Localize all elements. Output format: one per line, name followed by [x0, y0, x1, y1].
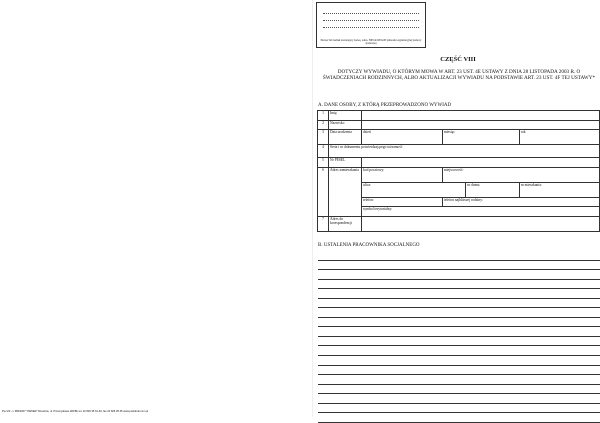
table-row: 4 Seria i nr dokumentu potwierdzającego tożsamość [318, 145, 600, 158]
address-label: Adres zamieszkania [329, 167, 362, 216]
surname-label: Nazwisko [329, 120, 362, 130]
phone-field[interactable]: telefon: [362, 197, 443, 207]
surname-field[interactable] [362, 120, 600, 130]
print-footer: Pw-VIII - L 386/2007 "PAPIER" Rzeszów, ul. Przemysłowa 11D/BL tel. 22 826 35 61-63, fax 22 826 35 45 www.pwlodruk.com.pl [2, 410, 149, 413]
house-number-field[interactable]: nr domu: [466, 182, 520, 197]
pesel-label: Nr PESEL [329, 158, 362, 168]
table-row: 6 Adres zamieszkania kod pocztowy: miejscowość: [318, 167, 600, 182]
birth-date-label: Data urodzenia [329, 130, 362, 145]
table-row: 5 Nr PESEL [318, 158, 600, 168]
postal-code-field[interactable]: kod pocztowy: [362, 167, 443, 182]
stamp-caption: Pieczęć lub nadruk zawierający nazwę, adres, NIP lub REGON jednostki organizacyjnej pomocy społecznej [320, 39, 422, 45]
first-name-field[interactable] [362, 111, 600, 121]
social-worker-notes-lines[interactable] [318, 251, 600, 423]
birth-year-field[interactable]: rok [519, 130, 599, 145]
table-row: 2 Nazwisko [318, 120, 600, 130]
stamp-box [316, 2, 426, 48]
person-data-table [317, 110, 600, 232]
table-row: 3 Data urodzenia dzień miesiąc rok [318, 130, 600, 145]
section-b-title: B. USTALENIA PRACOWNIKA SOCJALNEGO [318, 243, 420, 248]
part-title: CZĘŚĆ VIII [440, 56, 476, 63]
city-field[interactable]: miejscowość: [442, 167, 599, 182]
table-row: 1 Imię [318, 111, 600, 121]
correspondence-address-field[interactable] [362, 216, 600, 231]
family-phone-field[interactable]: telefon najbliższej rodziny: [442, 197, 599, 207]
form-heading: DOTYCZY WYWIADU, O KTÓRYM MOWA W ART. 23 UST. 4E USTAWY Z DNIA 28 LISTOPADA 2003 R. O ŚWIADCZENIACH RODZINNYCH, ALBO AKTUALIZACJI WYWIADU NA PODSTAWIE ART. 23 UST. 4F TEJ USTAWY* [322, 69, 596, 82]
flat-number-field[interactable]: nr mieszkania: [519, 182, 599, 197]
birth-day-field[interactable]: dzień [362, 130, 443, 145]
correspondence-address-label: Adres do korespondencji [329, 216, 362, 231]
birth-month-field[interactable]: miesiąc [442, 130, 519, 145]
page-fold [312, 0, 313, 417]
table-row: 7 Adres do korespondencji [318, 216, 600, 231]
id-document-field[interactable]: Seria i nr dokumentu potwierdzającego tożsamość [329, 145, 600, 158]
first-name-label: Imię [329, 111, 362, 121]
street-field[interactable]: ulica: [362, 182, 466, 197]
territorial-symbol-field[interactable]: symbol terytorialny: [362, 207, 600, 217]
pesel-field[interactable] [362, 158, 600, 168]
section-a-title: A. DANE OSOBY, Z KTÓRĄ PRZEPROWADZONO WYWIAD [318, 103, 452, 108]
